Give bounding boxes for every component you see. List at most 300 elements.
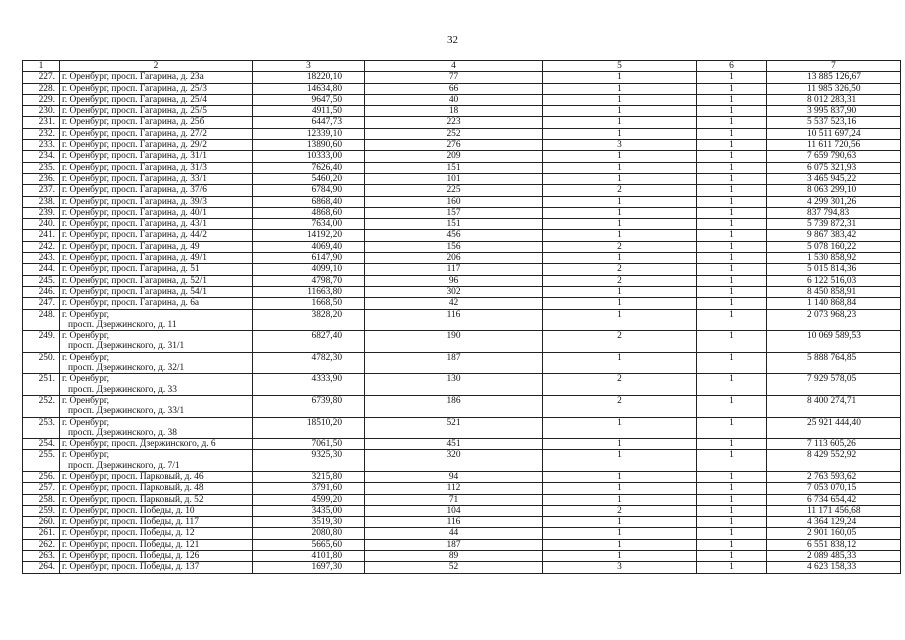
address-cell bbox=[60, 471, 253, 482]
col4-cell: 130 bbox=[365, 374, 543, 396]
col4-cell: 96 bbox=[365, 275, 543, 286]
address-line: г. Оренбург, просп. Парковый, д. 48 bbox=[62, 483, 204, 494]
area-cell: 3435,00 bbox=[253, 505, 365, 516]
table-row bbox=[23, 151, 901, 162]
amount-cell: 8 012 283,31 bbox=[767, 94, 901, 105]
col5-cell: 2 bbox=[543, 185, 697, 196]
col4-cell: 451 bbox=[365, 439, 543, 450]
col5-cell: 1 bbox=[543, 253, 697, 264]
col4-cell: 44 bbox=[365, 528, 543, 539]
address-line: г. Оренбург, просп. Парковый, д. 46 bbox=[62, 471, 204, 482]
area-cell: 4099,10 bbox=[253, 264, 365, 275]
amount-cell: 9 867 383,42 bbox=[767, 230, 901, 241]
address-cell bbox=[60, 128, 253, 139]
col4-cell: 456 bbox=[365, 230, 543, 241]
col6-cell: 1 bbox=[697, 230, 767, 241]
col4-cell: 66 bbox=[365, 83, 543, 94]
area-cell: 4868,60 bbox=[253, 207, 365, 218]
col4-cell: 302 bbox=[365, 286, 543, 297]
col5-cell: 1 bbox=[543, 207, 697, 218]
address-line: г. Оренбург, просп. Гагарина, д. 43/1 bbox=[62, 219, 207, 230]
col4-cell: 156 bbox=[365, 241, 543, 252]
row-number: 262. bbox=[23, 539, 60, 550]
area-cell: 6447,73 bbox=[253, 117, 365, 128]
table-row bbox=[23, 128, 901, 139]
area-cell: 4911,50 bbox=[253, 106, 365, 117]
address-cell bbox=[60, 185, 253, 196]
table-row bbox=[23, 253, 901, 264]
buildings-table bbox=[22, 60, 901, 574]
address-line: г. Оренбург, просп. Гагарина, д. 29/2 bbox=[62, 140, 207, 151]
row-number: 254. bbox=[23, 439, 60, 450]
col5-cell: 2 bbox=[543, 264, 697, 275]
table-row bbox=[23, 286, 901, 297]
col5-cell: 1 bbox=[543, 417, 697, 439]
col6-cell: 1 bbox=[697, 72, 767, 83]
amount-cell: 10 511 697,24 bbox=[767, 128, 901, 139]
address-line: г. Оренбург, bbox=[62, 395, 110, 406]
row-number: 227. bbox=[23, 72, 60, 83]
area-cell: 9325,30 bbox=[253, 450, 365, 472]
area-cell: 14192,20 bbox=[253, 230, 365, 241]
address-line: г. Оренбург, просп. Парковый, д. 52 bbox=[62, 494, 204, 505]
area-cell: 12339,10 bbox=[253, 128, 365, 139]
col6-cell: 1 bbox=[697, 207, 767, 218]
address-line: просп. Дзержинского, д. 32/1 bbox=[68, 363, 185, 374]
row-number: 252. bbox=[23, 395, 60, 417]
table-row bbox=[23, 517, 901, 528]
row-number: 242. bbox=[23, 241, 60, 252]
amount-cell: 5 888 764,85 bbox=[767, 352, 901, 374]
table-row bbox=[23, 505, 901, 516]
area-cell: 7061,50 bbox=[253, 439, 365, 450]
amount-cell: 5 078 160,22 bbox=[767, 241, 901, 252]
amount-cell: 8 450 858,91 bbox=[767, 286, 901, 297]
row-number: 255. bbox=[23, 450, 60, 472]
area-cell: 6784,90 bbox=[253, 185, 365, 196]
address-line: г. Оренбург, просп. Победы, д. 137 bbox=[62, 562, 200, 573]
col6-cell: 1 bbox=[697, 309, 767, 331]
table-row bbox=[23, 173, 901, 184]
address-line: просп. Дзержинского, д. 11 bbox=[68, 319, 177, 330]
address-line: г. Оренбург, просп. Гагарина, д. 40/1 bbox=[62, 207, 207, 218]
area-cell: 5665,60 bbox=[253, 539, 365, 550]
col6-cell: 1 bbox=[697, 241, 767, 252]
amount-cell: 25 921 444,40 bbox=[767, 417, 901, 439]
col6-cell: 1 bbox=[697, 173, 767, 184]
amount-cell: 8 400 274,71 bbox=[767, 395, 901, 417]
amount-cell: 1 140 868,84 bbox=[767, 298, 901, 309]
table-row bbox=[23, 196, 901, 207]
area-cell: 6868,40 bbox=[253, 196, 365, 207]
col4-cell: 116 bbox=[365, 517, 543, 528]
amount-cell: 4 364 129,24 bbox=[767, 517, 901, 528]
address-line: г. Оренбург, просп. Гагарина, д. 6а bbox=[62, 298, 200, 309]
page-number: 32 bbox=[447, 34, 458, 46]
col6-cell: 1 bbox=[697, 83, 767, 94]
row-number: 239. bbox=[23, 207, 60, 218]
area-cell: 4333,90 bbox=[253, 374, 365, 396]
col4-cell: 77 bbox=[365, 72, 543, 83]
col6-cell: 1 bbox=[697, 196, 767, 207]
table-row bbox=[23, 185, 901, 196]
col4-cell: 187 bbox=[365, 352, 543, 374]
address-cell bbox=[60, 352, 253, 374]
address-cell bbox=[60, 483, 253, 494]
col6-cell: 1 bbox=[697, 185, 767, 196]
address-cell bbox=[60, 374, 253, 396]
area-cell: 7626,40 bbox=[253, 162, 365, 173]
address-line: г. Оренбург, просп. Гагарина, д. 33/1 bbox=[62, 173, 207, 184]
col5-cell: 3 bbox=[543, 562, 697, 573]
col5-cell: 1 bbox=[543, 94, 697, 105]
col5-cell: 1 bbox=[543, 309, 697, 331]
col5-cell: 1 bbox=[543, 219, 697, 230]
address-cell bbox=[60, 241, 253, 252]
address-cell bbox=[60, 417, 253, 439]
row-number: 243. bbox=[23, 253, 60, 264]
col5-cell: 1 bbox=[543, 173, 697, 184]
table-row bbox=[23, 275, 901, 286]
address-line: г. Оренбург, просп. Гагарина, д. 25б bbox=[62, 117, 205, 128]
address-cell bbox=[60, 275, 253, 286]
address-cell bbox=[60, 528, 253, 539]
col4-cell: 40 bbox=[365, 94, 543, 105]
table-row bbox=[23, 483, 901, 494]
area-cell: 2080,80 bbox=[253, 528, 365, 539]
address-line: г. Оренбург, просп. Гагарина, д. 54/1 bbox=[62, 286, 207, 297]
table-row bbox=[23, 72, 901, 83]
table-row bbox=[23, 83, 901, 94]
col5-cell: 2 bbox=[543, 395, 697, 417]
address-cell bbox=[60, 106, 253, 117]
col4-cell: 117 bbox=[365, 264, 543, 275]
amount-cell: 11 611 720,56 bbox=[767, 140, 901, 151]
row-number: 245. bbox=[23, 275, 60, 286]
table-row bbox=[23, 207, 901, 218]
amount-cell: 6 734 654,42 bbox=[767, 494, 901, 505]
area-cell: 4101,80 bbox=[253, 551, 365, 562]
col4-cell: 112 bbox=[365, 483, 543, 494]
table-row bbox=[23, 230, 901, 241]
col6-cell: 1 bbox=[697, 151, 767, 162]
table-row bbox=[23, 264, 901, 275]
col6-cell: 1 bbox=[697, 517, 767, 528]
area-cell: 3519,30 bbox=[253, 517, 365, 528]
table-row bbox=[23, 309, 901, 331]
address-line: просп. Дзержинского, д. 31/1 bbox=[68, 341, 185, 352]
row-number: 247. bbox=[23, 298, 60, 309]
row-number: 233. bbox=[23, 140, 60, 151]
column-header: 4 bbox=[365, 61, 543, 72]
area-cell: 7634,00 bbox=[253, 219, 365, 230]
col6-cell: 1 bbox=[697, 450, 767, 472]
col5-cell: 1 bbox=[543, 352, 697, 374]
table-row bbox=[23, 106, 901, 117]
row-number: 251. bbox=[23, 374, 60, 396]
amount-cell: 1 530 858,92 bbox=[767, 253, 901, 264]
amount-cell: 4 299 301,26 bbox=[767, 196, 901, 207]
col5-cell: 1 bbox=[543, 450, 697, 472]
amount-cell: 5 739 872,31 bbox=[767, 219, 901, 230]
col4-cell: 320 bbox=[365, 450, 543, 472]
table-row bbox=[23, 219, 901, 230]
table-row bbox=[23, 417, 901, 439]
column-header: 3 bbox=[253, 61, 365, 72]
address-line: г. Оренбург, bbox=[62, 374, 110, 385]
address-cell bbox=[60, 196, 253, 207]
address-cell bbox=[60, 298, 253, 309]
amount-cell: 6 075 321,93 bbox=[767, 162, 901, 173]
table-row bbox=[23, 241, 901, 252]
col5-cell: 2 bbox=[543, 275, 697, 286]
col6-cell: 1 bbox=[697, 417, 767, 439]
amount-cell: 7 659 790,63 bbox=[767, 151, 901, 162]
address-cell bbox=[60, 539, 253, 550]
address-cell bbox=[60, 331, 253, 353]
table-row bbox=[23, 395, 901, 417]
table-row bbox=[23, 352, 901, 374]
area-cell: 3828,20 bbox=[253, 309, 365, 331]
address-line: просп. Дзержинского, д. 38 bbox=[68, 427, 177, 438]
column-header: 1 bbox=[23, 61, 60, 72]
col6-cell: 1 bbox=[697, 264, 767, 275]
col5-cell: 1 bbox=[543, 517, 697, 528]
amount-cell: 10 069 589,53 bbox=[767, 331, 901, 353]
col6-cell: 1 bbox=[697, 128, 767, 139]
table-row bbox=[23, 539, 901, 550]
address-line: просп. Дзержинского, д. 33 bbox=[68, 384, 177, 395]
amount-cell: 6 551 838,12 bbox=[767, 539, 901, 550]
address-line: г. Оренбург, просп. Гагарина, д. 31/3 bbox=[62, 162, 207, 173]
row-number: 259. bbox=[23, 505, 60, 516]
amount-cell: 2 901 160,05 bbox=[767, 528, 901, 539]
col6-cell: 1 bbox=[697, 562, 767, 573]
address-cell bbox=[60, 219, 253, 230]
amount-cell: 2 073 968,23 bbox=[767, 309, 901, 331]
address-cell bbox=[60, 253, 253, 264]
amount-cell: 6 122 516,03 bbox=[767, 275, 901, 286]
row-number: 237. bbox=[23, 185, 60, 196]
address-cell bbox=[60, 207, 253, 218]
col6-cell: 1 bbox=[697, 286, 767, 297]
area-cell: 4782,30 bbox=[253, 352, 365, 374]
col4-cell: 209 bbox=[365, 151, 543, 162]
address-line: г. Оренбург, просп. Гагарина, д. 23а bbox=[62, 72, 204, 83]
col6-cell: 1 bbox=[697, 395, 767, 417]
table-row bbox=[23, 331, 901, 353]
col4-cell: 151 bbox=[365, 162, 543, 173]
address-line: г. Оренбург, просп. Победы, д. 121 bbox=[62, 539, 200, 550]
address-line: г. Оренбург, просп. Победы, д. 10 bbox=[62, 505, 195, 516]
row-number: 236. bbox=[23, 173, 60, 184]
col6-cell: 1 bbox=[697, 471, 767, 482]
address-line: г. Оренбург, просп. Гагарина, д. 52/1 bbox=[62, 275, 207, 286]
table-row bbox=[23, 528, 901, 539]
amount-cell: 3 465 945,22 bbox=[767, 173, 901, 184]
address-cell bbox=[60, 72, 253, 83]
amount-cell: 2 089 485,33 bbox=[767, 551, 901, 562]
address-line: г. Оренбург, bbox=[62, 309, 110, 320]
address-line: г. Оренбург, просп. Гагарина, д. 27/2 bbox=[62, 128, 207, 139]
address-cell bbox=[60, 505, 253, 516]
col6-cell: 1 bbox=[697, 94, 767, 105]
row-number: 258. bbox=[23, 494, 60, 505]
address-cell bbox=[60, 395, 253, 417]
address-line: г. Оренбург, просп. Гагарина, д. 49 bbox=[62, 241, 200, 252]
col5-cell: 1 bbox=[543, 483, 697, 494]
address-line: г. Оренбург, просп. Гагарина, д. 51 bbox=[62, 264, 200, 275]
row-number: 231. bbox=[23, 117, 60, 128]
col6-cell: 1 bbox=[697, 140, 767, 151]
table-row bbox=[23, 162, 901, 173]
row-number: 240. bbox=[23, 219, 60, 230]
col4-cell: 101 bbox=[365, 173, 543, 184]
address-cell bbox=[60, 117, 253, 128]
col5-cell: 1 bbox=[543, 494, 697, 505]
area-cell: 6827,40 bbox=[253, 331, 365, 353]
col4-cell: 190 bbox=[365, 331, 543, 353]
area-cell: 4069,40 bbox=[253, 241, 365, 252]
col6-cell: 1 bbox=[697, 162, 767, 173]
amount-cell: 2 763 593,62 bbox=[767, 471, 901, 482]
amount-cell: 7 053 070,15 bbox=[767, 483, 901, 494]
address-cell bbox=[60, 286, 253, 297]
row-number: 256. bbox=[23, 471, 60, 482]
row-number: 257. bbox=[23, 483, 60, 494]
col6-cell: 1 bbox=[697, 539, 767, 550]
col4-cell: 223 bbox=[365, 117, 543, 128]
col6-cell: 1 bbox=[697, 253, 767, 264]
row-number: 228. bbox=[23, 83, 60, 94]
area-cell: 3215,80 bbox=[253, 471, 365, 482]
amount-cell: 11 171 456,68 bbox=[767, 505, 901, 516]
address-line: г. Оренбург, bbox=[62, 352, 110, 363]
col6-cell: 1 bbox=[697, 352, 767, 374]
col4-cell: 71 bbox=[365, 494, 543, 505]
area-cell: 10333,00 bbox=[253, 151, 365, 162]
address-line: г. Оренбург, просп. Гагарина, д. 37/6 bbox=[62, 185, 207, 196]
area-cell: 4599,20 bbox=[253, 494, 365, 505]
col4-cell: 94 bbox=[365, 471, 543, 482]
address-line: г. Оренбург, просп. Гагарина, д. 39/3 bbox=[62, 196, 207, 207]
address-line: г. Оренбург, просп. Гагарина, д. 31/1 bbox=[62, 151, 207, 162]
address-line: г. Оренбург, просп. Гагарина, д. 25/4 bbox=[62, 94, 207, 105]
amount-cell: 13 885 126,67 bbox=[767, 72, 901, 83]
address-cell bbox=[60, 162, 253, 173]
col6-cell: 1 bbox=[697, 551, 767, 562]
col4-cell: 151 bbox=[365, 219, 543, 230]
area-cell: 6739,80 bbox=[253, 395, 365, 417]
area-cell: 5460,20 bbox=[253, 173, 365, 184]
area-cell: 9647,50 bbox=[253, 94, 365, 105]
address-cell bbox=[60, 173, 253, 184]
table-row bbox=[23, 471, 901, 482]
area-cell: 18510,20 bbox=[253, 417, 365, 439]
amount-cell: 5 537 523,16 bbox=[767, 117, 901, 128]
col6-cell: 1 bbox=[697, 528, 767, 539]
col5-cell: 1 bbox=[543, 230, 697, 241]
row-number: 250. bbox=[23, 352, 60, 374]
col4-cell: 18 bbox=[365, 106, 543, 117]
column-header: 2 bbox=[60, 61, 253, 72]
col6-cell: 1 bbox=[697, 106, 767, 117]
column-header: 7 bbox=[767, 61, 901, 72]
row-number: 234. bbox=[23, 151, 60, 162]
col4-cell: 104 bbox=[365, 505, 543, 516]
col5-cell: 1 bbox=[543, 551, 697, 562]
col4-cell: 116 bbox=[365, 309, 543, 331]
table-row bbox=[23, 494, 901, 505]
col5-cell: 3 bbox=[543, 140, 697, 151]
col6-cell: 1 bbox=[697, 331, 767, 353]
col4-cell: 157 bbox=[365, 207, 543, 218]
row-number: 246. bbox=[23, 286, 60, 297]
col5-cell: 1 bbox=[543, 439, 697, 450]
address-line: г. Оренбург, просп. Дзержинского, д. 6 bbox=[62, 439, 216, 450]
area-cell: 13890,60 bbox=[253, 140, 365, 151]
col4-cell: 276 bbox=[365, 140, 543, 151]
area-cell: 11663,80 bbox=[253, 286, 365, 297]
row-number: 260. bbox=[23, 517, 60, 528]
col5-cell: 1 bbox=[543, 151, 697, 162]
address-cell bbox=[60, 439, 253, 450]
col5-cell: 1 bbox=[543, 471, 697, 482]
table-row bbox=[23, 374, 901, 396]
row-number: 229. bbox=[23, 94, 60, 105]
address-line: просп. Дзержинского, д. 7/1 bbox=[68, 460, 180, 471]
address-line: г. Оренбург, bbox=[62, 331, 110, 342]
address-line: г. Оренбург, bbox=[62, 450, 110, 461]
address-cell bbox=[60, 264, 253, 275]
address-cell bbox=[60, 230, 253, 241]
row-number: 263. bbox=[23, 551, 60, 562]
col4-cell: 206 bbox=[365, 253, 543, 264]
area-cell: 4798,70 bbox=[253, 275, 365, 286]
row-number: 244. bbox=[23, 264, 60, 275]
area-cell: 1668,50 bbox=[253, 298, 365, 309]
col6-cell: 1 bbox=[697, 483, 767, 494]
header-row bbox=[23, 61, 901, 72]
address-line: г. Оренбург, просп. Победы, д. 126 bbox=[62, 551, 200, 562]
amount-cell: 4 623 158,33 bbox=[767, 562, 901, 573]
table-row bbox=[23, 551, 901, 562]
table-row bbox=[23, 298, 901, 309]
address-cell bbox=[60, 562, 253, 573]
col5-cell: 2 bbox=[543, 331, 697, 353]
col5-cell: 1 bbox=[543, 128, 697, 139]
col5-cell: 1 bbox=[543, 528, 697, 539]
col5-cell: 1 bbox=[543, 106, 697, 117]
col5-cell: 1 bbox=[543, 286, 697, 297]
area-cell: 3791,60 bbox=[253, 483, 365, 494]
col5-cell: 2 bbox=[543, 374, 697, 396]
table-row bbox=[23, 439, 901, 450]
row-number: 230. bbox=[23, 106, 60, 117]
col6-cell: 1 bbox=[697, 219, 767, 230]
col5-cell: 1 bbox=[543, 162, 697, 173]
col4-cell: 160 bbox=[365, 196, 543, 207]
table-row bbox=[23, 562, 901, 573]
col5-cell: 1 bbox=[543, 117, 697, 128]
table-row bbox=[23, 117, 901, 128]
column-header: 6 bbox=[697, 61, 767, 72]
area-cell: 18220,10 bbox=[253, 72, 365, 83]
col6-cell: 1 bbox=[697, 374, 767, 396]
amount-cell: 837 794,83 bbox=[767, 207, 901, 218]
address-cell bbox=[60, 309, 253, 331]
col4-cell: 186 bbox=[365, 395, 543, 417]
